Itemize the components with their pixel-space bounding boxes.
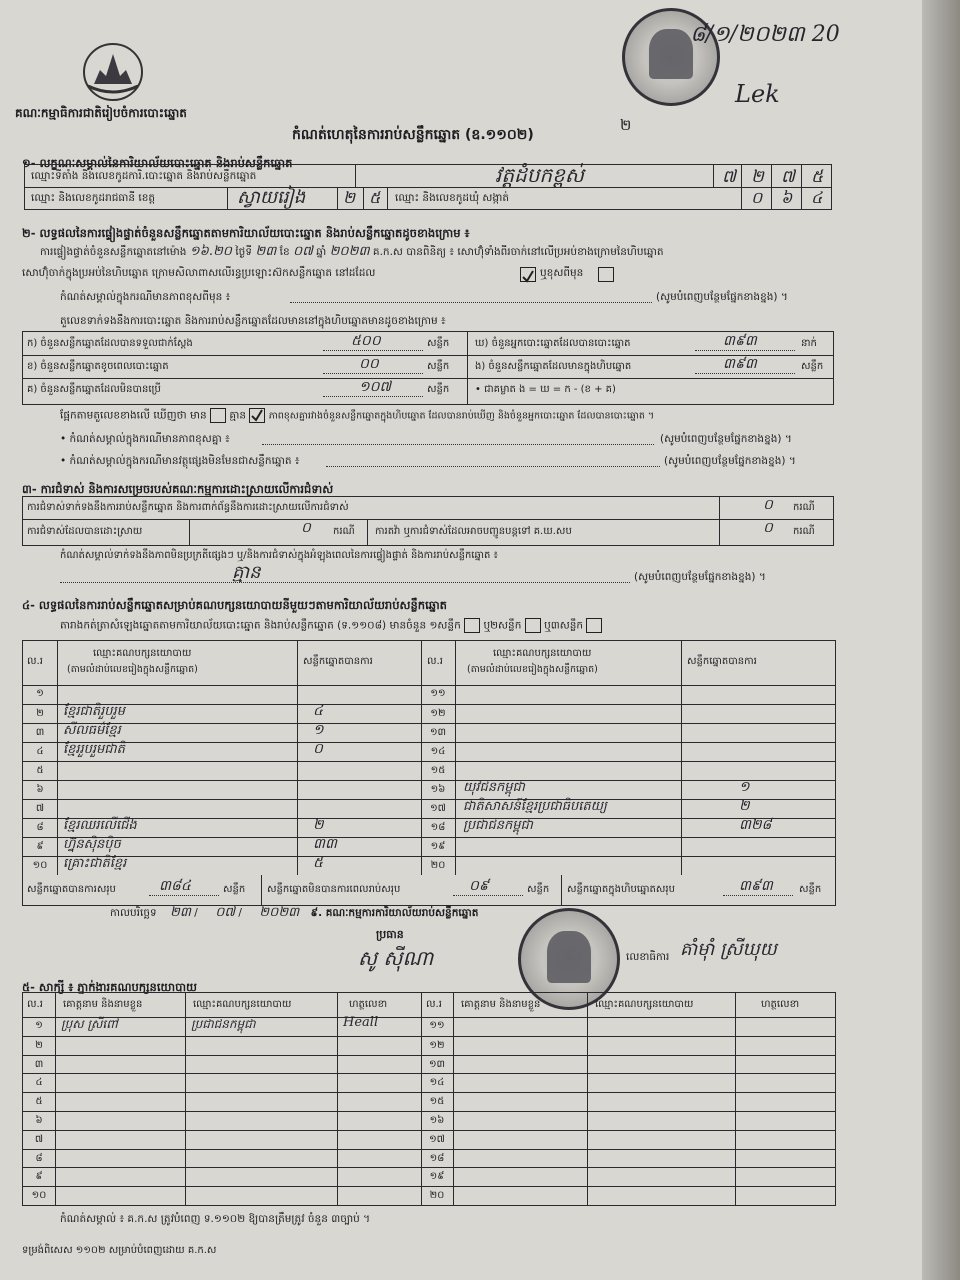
forwarded-label: ការតវ៉ា ឬការជំទាស់ដែលអាចបញ្ជូនបន្តទៅ គ.ឃ.សប <box>375 526 572 537</box>
change-note-field[interactable] <box>290 302 652 303</box>
table-row <box>23 704 835 724</box>
results-row-party-left: គ្រោះជាតិខ្មែរ <box>63 856 127 871</box>
difference-note-field[interactable] <box>262 444 654 445</box>
table-row <box>23 856 835 876</box>
w-col-party-left: ឈ្មោះគណបក្សនយោបាយ <box>193 999 292 1010</box>
tally-sheet-label: តារាងកត់ត្រាសំឡេងឆ្នោតតាមការិយាល័យបោះឆ្នោត និងរាប់សន្លឹកឆ្នោត (ទ.១១០៨) មានចំនួន ១សន្លឹក <box>60 619 461 632</box>
verification-year: ២០២៣ <box>329 244 370 259</box>
witness-row-no-left: ៩ <box>35 1171 43 1183</box>
voters-value: ៣៩៣ <box>723 333 757 349</box>
page-mark: ២ <box>620 116 632 134</box>
irregularity-note-hint: (សូមបំពេញបន្ថែមផ្នែកខាងខ្នង) ។ <box>634 571 766 583</box>
results-row-no-right: ១៧ <box>430 803 446 814</box>
verification-time: ១៦.២០ <box>189 244 232 259</box>
handwritten-date: ៨/១/២០២៣ 20 <box>690 22 840 47</box>
objections-value: ០ <box>763 497 773 513</box>
section5-heading: ៥- សាក្សី ៖ ភ្នាក់ងារគណបក្សនយោបាយ <box>22 980 197 994</box>
total-invalid-value: ០៩ <box>469 878 489 894</box>
results-row-no-right: ១៥ <box>430 765 446 776</box>
witness-row-name-left: ប្រុស ស្រីពៅ <box>61 1017 118 1031</box>
difference-label: ផ្អែកតាមតួលេខខាងលើ ឃើញថា មាន <box>60 409 207 422</box>
results-row-no-left: ៩ <box>36 841 44 852</box>
province-label: ឈ្មោះ និងលេខកូដរាជធានី ខេត្ត <box>31 192 156 204</box>
two-sheets-label: ឬ២សន្លឹក <box>483 619 522 632</box>
section2-heading: ២- លទ្ធផលនៃការផ្ទៀងផ្ទាត់ចំនួនសន្លឹកឆ្នោតតាមការិយាល័យបោះឆ្នោត និងរាប់សន្លឹកឆ្នោតដូចខាងក្រោម ៖ <box>22 226 470 240</box>
commune-code-2: ៦ <box>781 188 793 207</box>
results-row-party-left: ខ្មែររួបរួមជាតិ <box>63 742 125 757</box>
results-row-no-left: ៤ <box>36 746 44 757</box>
difference-tail: ភាពខុសគ្នារវាងចំនួនសន្លឹកឆ្នោតក្នុងហិបឆ្នោត ដែលបានរាប់ឃើញ និងចំនួនអ្នកបោះឆ្នោត ដែលបានបោះឆ្នោត ។ <box>268 410 655 422</box>
witness-row-no-right: ១៨ <box>429 1152 445 1164</box>
objections-unit: ករណី <box>793 502 815 513</box>
results-row-no-left: ៦ <box>36 784 44 795</box>
location-code-3: ៧ <box>781 167 795 187</box>
results-row-no-right: ១១ <box>430 688 446 699</box>
figures-intro: តួលេខទាក់ទងនឹងការបោះឆ្នោត និងការរាប់សន្លឹកឆ្នោតដែលមាននៅក្នុងហិបឆ្នោតមានដូចខាងក្រោម ៖ <box>60 315 446 327</box>
voters-unit: នាក់ <box>801 338 817 349</box>
page-edge-shadow <box>922 0 960 1280</box>
unused-value: ១០៧ <box>359 379 391 395</box>
table-row <box>23 1073 835 1093</box>
location-code-2: ២ <box>751 167 764 187</box>
received-value: ៥០០ <box>351 333 381 349</box>
witness-row-no-right: ១៥ <box>429 1096 445 1108</box>
verification-month: ០៧ <box>293 244 313 259</box>
results-row-votes-left: ១ <box>313 722 324 738</box>
province-value: ស្វាយរៀង <box>237 187 306 208</box>
results-row-no-left: ២ <box>36 708 44 719</box>
results-row-no-right: ១២ <box>430 708 446 719</box>
resolved-value: ០ <box>301 520 311 536</box>
foreign-object-note-field[interactable] <box>326 466 660 467</box>
location-label: ឈ្មោះទីតាំង និងលេខកូដការិ.បោះឆ្នោត និងរាប់សន្លឹកឆ្នោត <box>31 170 257 182</box>
results-row-votes-left: ០ <box>313 741 323 757</box>
results-row-no-left: ៣ <box>35 727 45 738</box>
unused-unit: សន្លឹក <box>427 384 450 395</box>
witness-row-no-left: ៥ <box>35 1096 43 1108</box>
table-row <box>23 1149 835 1169</box>
witness-row-no-left: ១ <box>35 1020 43 1031</box>
col-party-right: ឈ្មោះគណបក្សនយោបាយ <box>493 648 592 659</box>
results-row-party-left: សីលធម៌ខ្មែរ <box>63 723 121 738</box>
three-sheets-label: ឬ៣សន្លឹក <box>544 619 584 632</box>
inbox-label: ង) ចំនួនសន្លឹកឆ្នោតដែលមានក្នុងហិបឆ្នោត <box>475 361 632 372</box>
verification-line <box>40 243 840 259</box>
results-row-no-right: ១៨ <box>430 822 446 833</box>
change-note-fill-hint: (សូមបំពេញបន្ថែមផ្នែកខាងខ្នង) ។ <box>656 291 788 303</box>
objections-table <box>22 496 834 546</box>
section3-heading: ៣- ការជំទាស់ និងការសម្រេចរបស់គណៈកម្មការដោះស្រាយលើការជំទាស់ <box>22 482 334 496</box>
resolved-label: ការជំទាស់ដែលបានដោះស្រាយ <box>27 526 143 537</box>
commune-label: ឈ្មោះ និងលេខកូដឃុំ សង្កាត់ <box>395 192 510 204</box>
total-inbox-unit: សន្លឹក <box>799 884 822 895</box>
form-title: កំណត់ហេតុនៃការរាប់សន្លឹកឆ្នោត (ឧ.១១០២) <box>292 127 534 143</box>
objections-label: ការជំទាស់ទាក់ទងនឹងការរាប់សន្លឹកឆ្នោត និងការពាក់ព័ន្ធនឹងការដោះស្រាយលើការជំទាស់ <box>27 502 349 513</box>
commune-code-1: ០ <box>751 188 763 207</box>
resolved-unit: ករណី <box>333 526 355 537</box>
table-row <box>23 837 835 857</box>
inbox-unit: សន្លឹក <box>801 361 824 372</box>
table-row <box>23 685 835 704</box>
witness-row-sign-left: Heall <box>343 1015 379 1030</box>
handwritten-sign-top: Lek <box>735 80 780 108</box>
date-label: កាលបរិច្ឆេទ <box>110 907 157 919</box>
total-valid-label: សន្លឹកឆ្នោតបានការសរុប <box>27 884 116 895</box>
seal-emblem-icon <box>547 931 591 983</box>
results-row-votes-right: ៣២៨ <box>739 817 772 833</box>
witness-row-no-right: ២០ <box>429 1190 445 1202</box>
seal-emblem-icon <box>649 29 693 79</box>
witness-row-no-right: ១៩ <box>429 1171 445 1183</box>
results-row-votes-right: ១ <box>739 779 750 795</box>
table-row <box>23 1130 835 1150</box>
results-row-no-left: ១០ <box>32 860 48 871</box>
witness-note: កំណត់សម្គាល់ ៖ គ.ក.ស ត្រូវបំពេញ ទ.១១០២ ឱ្យបានត្រឹមត្រូវ ចំនួន ៣ច្បាប់ ។ <box>60 1213 371 1225</box>
witness-table <box>22 992 836 1206</box>
table-row <box>23 1186 835 1206</box>
results-table <box>22 640 836 906</box>
seal-check-line: សោហ៊ុំចាក់ក្នុងប្រអប់នៃហិបឆ្នោត ក្រោមសិលាពាសលើរន្ធប្រឡោះស៊កសន្លឹកឆ្នោត នៅដដែល <box>22 267 376 279</box>
results-row-no-right: ១៩ <box>430 841 446 852</box>
chair-signature: សូ ស៊ីណា <box>358 946 434 970</box>
w-col-party-right: ឈ្មោះគណបក្សនយោបាយ <box>595 999 694 1010</box>
witness-row-no-left: ៨ <box>35 1152 43 1164</box>
irregularity-note-field[interactable] <box>60 582 630 583</box>
col-party-sub-right: (តាមលំដាប់លេខរៀងក្នុងសន្លឹកឆ្នោត) <box>467 664 598 675</box>
results-row-party-right: ប្រជាជនកម្ពុជា <box>463 818 533 833</box>
location-value: វត្តដំបកខ្ពស់ <box>495 163 584 187</box>
witness-row-no-left: ៣ <box>34 1058 44 1070</box>
section1-table <box>24 164 832 210</box>
forwarded-unit: ករណី <box>793 526 815 537</box>
received-label: ក) ចំនួនសន្លឹកឆ្នោតដែលបានទទួលជាក់ស្តែង <box>27 338 193 349</box>
witness-row-no-left: ៧ <box>34 1133 44 1145</box>
forwarded-value: ០ <box>763 520 773 536</box>
angkor-emblem-icon <box>82 40 144 102</box>
w-col-name-right: គោត្តនាម និងនាមខ្លួន <box>461 999 541 1010</box>
table-row <box>23 761 835 781</box>
total-valid-value: ៣៨៤ <box>159 878 191 894</box>
location-code-1: ៧ <box>722 167 736 187</box>
results-row-votes-left: ៣៣ <box>313 836 337 852</box>
results-row-votes-right: ២ <box>739 798 750 814</box>
received-unit: សន្លឹក <box>427 338 450 349</box>
spoiled-value: ០០ <box>359 356 379 372</box>
total-invalid-unit: សន្លឹក <box>527 884 550 895</box>
date-day: ២៣ <box>170 905 191 920</box>
verification-tail: គ.ក.ស បានពិនិត្យ ៖ សោហ៊ុំទាំងពីរចាក់នៅលើប្រអប់ខាងក្រោមនៃហិបឆ្នោត <box>372 246 664 258</box>
witness-row-no-right: ១៦ <box>429 1115 445 1126</box>
location-code-4: ៥ <box>811 167 824 187</box>
has-difference-checkbox[interactable] <box>210 408 226 423</box>
foreign-object-note-hint: (សូមបំពេញបន្ថែមផ្នែកខាងខ្នង) ។ <box>664 455 796 467</box>
col-no-right: ល.រ <box>427 656 443 667</box>
results-row-party-left: ហ្វ៊ុនស៊ិនប៉ិច <box>63 837 121 852</box>
results-rows <box>23 685 835 875</box>
province-code-2: ៥ <box>369 188 381 207</box>
commune-code-3: ៤ <box>811 188 823 207</box>
w-col-no-left: ល.រ <box>27 999 43 1010</box>
results-row-no-right: ២០ <box>430 860 446 871</box>
verification-time-label: ការផ្ទៀងផ្ទាត់ចំនួនសន្លឹកឆ្នោតនៅម៉ោង <box>40 246 187 258</box>
inbox-value: ៣៩៣ <box>723 356 757 372</box>
voters-label: ឃ) ចំនួនអ្នកបោះឆ្នោតដែលបានបោះឆ្នោត <box>475 338 631 349</box>
difference-line <box>60 408 840 424</box>
total-inbox-label: សន្លឹកឆ្នោតក្នុងហិបឆ្នោតសរុប <box>567 884 675 895</box>
results-row-no-left: ១ <box>36 688 44 699</box>
w-col-sign-right: ហត្ថលេខា <box>761 999 800 1010</box>
changed-option-label: ឬខុសពីមុន <box>540 267 584 279</box>
table-row <box>23 1017 835 1036</box>
checkmark-icon <box>250 409 264 422</box>
difference-note-label: • កំណត់សម្គាល់ក្នុងករណីមានភាពខុសគ្នា ៖ <box>60 433 230 445</box>
witness-row-no-left: ៤ <box>35 1077 43 1089</box>
col-votes-right: សន្លឹកឆ្នោតបានការ <box>687 656 757 667</box>
date-year: ២០២៣ <box>259 905 300 920</box>
tally-sheet-line <box>60 618 820 634</box>
foreign-object-note-label: • កំណត់សម្គាល់ក្នុងករណីមានវត្ថុផ្សេងមិនមែនជាសន្លឹកឆ្នោត ៖ <box>60 455 300 467</box>
w-col-no-right: ល.រ <box>426 999 442 1010</box>
section4-heading: ៤- លទ្ធផលនៃការរាប់សន្លឹកឆ្នោតសម្រាប់គណបក្សនយោបាយនីមួយៗតាមការិយាល័យរាប់សន្លឹកឆ្នោត <box>22 598 447 612</box>
three-sheets-checkbox[interactable] <box>586 618 602 633</box>
witness-row-no-right: ១១ <box>429 1020 445 1031</box>
results-row-party-left: ខ្មែរជាតិរួបរួម <box>63 704 125 719</box>
w-col-name-left: គោត្តនាម និងនាមខ្លួន <box>63 999 143 1010</box>
total-valid-unit: សន្លឹក <box>223 884 246 895</box>
one-sheet-checkbox[interactable] <box>464 618 480 633</box>
change-note-label: កំណត់សម្គាល់ក្នុងករណីមានភាពខុសពីមុន ៖ <box>60 291 231 303</box>
figures-table <box>22 331 834 405</box>
col-party-sub-left: (តាមលំដាប់លេខរៀងក្នុងសន្លឹកឆ្នោត) <box>67 664 198 675</box>
verification-month-label: ខែ <box>279 246 290 258</box>
col-party-left: ឈ្មោះគណបក្សនយោបាយ <box>93 648 192 659</box>
witness-row-no-right: ១២ <box>429 1039 445 1051</box>
results-row-party-right: ជាតិសាសន៍ខ្មែរប្រជាធិបតេយ្យ <box>463 799 607 814</box>
spoiled-label: ខ) ចំនួនសន្លឹកឆ្នោតខូចពេលបោះឆ្នោត <box>27 361 169 372</box>
no-difference-checkbox[interactable] <box>249 408 265 423</box>
spoiled-unit: សន្លឹក <box>427 361 450 372</box>
committee-label: ៩. គណៈកម្មការការិយាល័យរាប់សន្លឹកឆ្នោត <box>310 907 479 919</box>
verification-day: ២៣ <box>255 244 277 259</box>
table-row <box>23 1111 835 1131</box>
date-month: ០៧ <box>215 905 236 920</box>
table-row <box>23 799 835 819</box>
witness-row-no-right: ១៧ <box>429 1133 445 1145</box>
total-invalid-label: សន្លឹកឆ្នោតមិនបានការពេលរាប់សរុប <box>267 884 401 895</box>
org-name: គណៈកម្មាធិការជាតិរៀបចំការបោះឆ្នោត <box>15 106 187 120</box>
witness-row-no-right: ១៤ <box>429 1077 445 1089</box>
results-row-no-right: ១៣ <box>429 727 447 738</box>
results-row-party-left: ខ្មែរឈរលើជើង <box>63 818 137 833</box>
no-difference-label: គ្មាន <box>229 409 247 422</box>
results-row-no-right: ១៦ <box>430 784 446 795</box>
section1-heading: ១- លក្ខណៈសម្គាល់នៃការិយាល័យបោះឆ្នោត និងរាប់សន្លឹកឆ្នោត <box>22 156 293 170</box>
changed-checkbox[interactable] <box>598 267 614 282</box>
secretary-signature: គាំម៉ាំ ស្រីឃុយ <box>680 939 777 960</box>
verification-day-label: ថ្ងៃទី <box>235 246 253 258</box>
date-line: កាលបរិច្ឆេទ ២៣ / ០៧ / ២០២៣ ៩. គណៈកម្មការការិយាល័យរាប់សន្លឹកឆ្នោត <box>110 905 479 920</box>
table-row <box>23 1036 835 1056</box>
chair-title: ប្រធាន <box>376 928 404 941</box>
results-row-no-left: ៧ <box>35 803 45 814</box>
secretary-title: លេខាធិការ <box>626 951 670 963</box>
irregularity-note-label: កំណត់សម្គាល់ទាក់ទងនឹងភាពមិនប្រក្រតីផ្សេងៗ ឬ/និងការជំទាស់ក្នុងអំឡុងពេលនៃការផ្ទៀងផ្ទាត់ និងការរាប់សន្លឹកឆ្នោត ៖ <box>60 550 498 561</box>
witness-row-no-left: ២ <box>35 1039 43 1051</box>
province-code-1: ២ <box>343 188 356 207</box>
total-inbox-value: ៣៩៣ <box>739 878 773 894</box>
table-row <box>23 1167 835 1187</box>
checkmark-icon <box>521 270 535 283</box>
table-row <box>23 818 835 838</box>
unchanged-checkbox[interactable] <box>520 267 536 282</box>
irregularity-note-value: គ្មាន <box>232 562 261 583</box>
results-row-votes-left: ៤ <box>313 703 323 719</box>
results-row-no-left: ៥ <box>36 765 44 776</box>
results-row-votes-left: ៥ <box>313 855 323 871</box>
results-row-no-left: ៨ <box>36 822 44 833</box>
table-row <box>23 723 835 743</box>
table-row <box>23 1055 835 1075</box>
two-sheets-checkbox[interactable] <box>525 618 541 633</box>
verification-year-label: ឆ្នាំ <box>316 246 327 258</box>
witness-row-no-right: ១៣ <box>428 1058 446 1070</box>
w-col-sign-left: ហត្ថលេខា <box>349 999 388 1010</box>
col-votes-left: សន្លឹកឆ្នោតបានការ <box>303 656 373 667</box>
witness-row-no-left: ៦ <box>35 1115 43 1126</box>
witness-rows <box>23 1017 835 1205</box>
table-row <box>23 1092 835 1112</box>
unused-label: គ) ចំនួនសន្លឹកឆ្នោតដែលមិនបានប្រើ <box>27 384 161 395</box>
difference-note-hint: (សូមបំពេញបន្ថែមផ្នែកខាងខ្នង) ។ <box>660 433 792 445</box>
col-no-left: ល.រ <box>27 656 43 667</box>
table-row <box>23 742 835 762</box>
formula: • ជាគម្លាត ង = ឃ = ក - (ខ + គ) <box>475 384 616 395</box>
table-row <box>23 780 835 800</box>
results-row-party-right: យុវជនកម្ពុជា <box>463 780 525 795</box>
form-footer: ទម្រង់ពិសេស ១១០២ សម្រាប់បំពេញដោយ គ.ក.ស <box>22 1245 217 1256</box>
results-row-no-right: ១៤ <box>430 746 446 757</box>
witness-row-party-left: ប្រជាជនកម្ពុជា <box>191 1017 256 1031</box>
witness-row-no-left: ១០ <box>31 1190 47 1202</box>
results-row-votes-left: ២ <box>313 817 324 833</box>
